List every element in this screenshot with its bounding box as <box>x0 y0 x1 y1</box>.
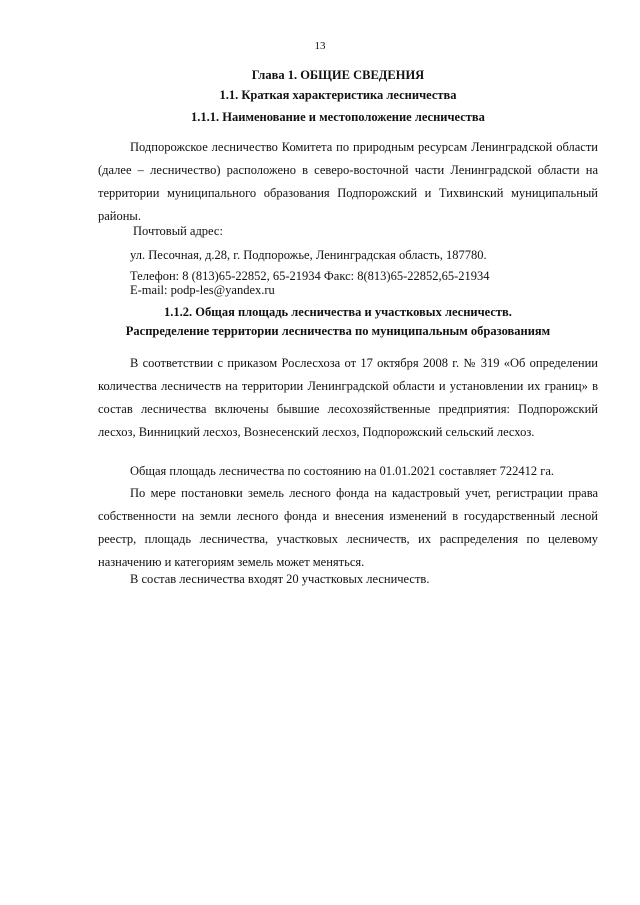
cadastre-paragraph: По мере постановки земель лесного фонда на кадастровый учет, регистрации права собственности на земли лесного фонда и внесения изменений в государственный лесной реестр, площадь лесничества, участковых лесничеств, их распределения по целевому назначению и категориям земель может меняться. <box>98 486 598 569</box>
area-heading: 1.1.2. Общая площадь лесничества и участковых лесничеств. <box>164 305 512 319</box>
order-paragraph: В соответствии с приказом Рослесхоза от 17 октября 2008 г. № 319 «Об определении количества лесничеств на территории Ленинградской области и установлении их границ» в состав лесничества включены бывшие лесохозяйственные предприятия: Подпорожский лесхоз, Винницкий лесхоз, Вознесенский лесхоз, Подпорожский сельский лесхоз. <box>98 356 598 439</box>
phone-fax: Телефон: 8 (813)65-22852, 65-21934 Факс: 8(813)65-22852,65-21934 <box>130 269 490 283</box>
page-number: 13 <box>314 40 326 52</box>
total-area-paragraph: Общая площадь лесничества по состоянию на 01.01.2021 составляет 722412 га. <box>130 464 555 478</box>
address-label: Почтовый адрес: <box>133 224 223 238</box>
postal-address: ул. Песочная, д.28, г. Подпорожье, Ленинградская область, 187780. <box>130 248 487 262</box>
count-paragraph: В состав лесничества входят 20 участковых лесничеств. <box>130 572 430 586</box>
area-subheading: Распределение территории лесничества по муниципальным образованиям <box>125 324 551 338</box>
subsection-heading: 1.1.1. Наименование и местоположение лесничества <box>191 110 485 124</box>
email-address: E-mail: podp-les@yandex.ru <box>130 283 275 297</box>
section-heading: 1.1. Краткая характеристика лесничества <box>219 88 457 102</box>
intro-paragraph: Подпорожское лесничество Комитета по природным ресурсам Ленинградской области (далее – лесничество) расположено в северо-восточной части Ленинградской области на территории муниципального образования Подпорожский и Тихвинский муниципальный районы. <box>98 140 598 223</box>
chapter-heading: Глава 1. ОБЩИЕ СВЕДЕНИЯ <box>251 68 425 82</box>
